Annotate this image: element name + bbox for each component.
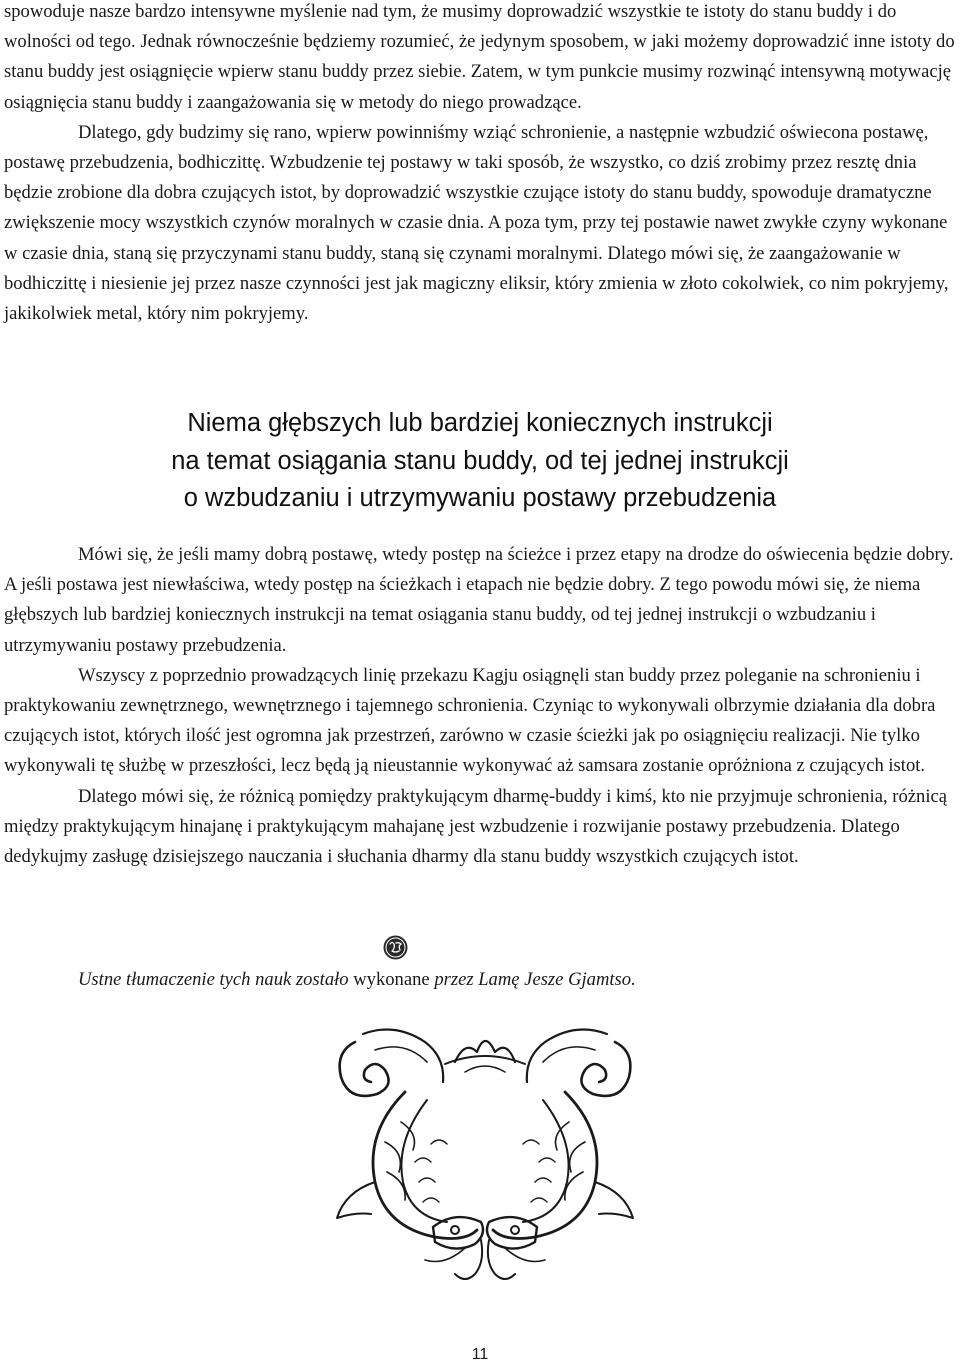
heading-line: o wzbudzaniu i utrzymywaniu postawy przebudzenia <box>183 484 777 512</box>
paragraph: Dlatego, gdy budzimy się rano, wpierw powinniśmy wziąć schronienie, a następnie wzbudzić oświecona postawę, postawę przebudzenia, bodhiczittę. Wzbudzenie tej postawy w taki sposób, że wszystko, co dziś zrobimy przez resztę dnia będzie zrobione dla dobra czujących istot, by doprowadzić wszystkie czujące istoty do stanu buddy, spowoduje dramatyczne zwiększenie mocy wszystkich czynów moralnych w czasie dnia. A poza tym, przy tej postawie nawet zwykłe czyny wykonane w czasie dnia, staną się przyczynami stanu buddy, staną się czynami moralnymi. Dlatego mówi się, że zaangażowanie w bodhiczittę i niesienie jej przez nasze czynności jest jak magiczny eliksir, który zmienia w złoto cokolwiek, co nim pokryjemy, jakikolwiek metal, który nim pokryjemy. <box>4 121 949 325</box>
body-text-bottom <box>4 540 956 872</box>
paragraph: Dlatego mówi się, że różnicą pomiędzy praktykującym dharmę-buddy i kimś, kto nie przyjmuje schronienia, różnicą między praktykującym hinajanę i praktykującym mahajanę jest wzbudzenie i rozwijanie postawy przebudzenia. Dlatego dedykujmy zasługę dzisiejszego nauczania i słuchania dharmy dla stanu buddy wszystkich czujących istot. <box>4 785 947 868</box>
golden-fish-ornament-icon <box>315 1022 655 1292</box>
heading-line: Niema głębszych lub bardziej koniecznych instrukcji <box>187 409 773 437</box>
section-heading <box>0 405 960 518</box>
credit-italic-part: przez Lamę Jesze Gjamtso. <box>434 969 636 990</box>
credit-plain-part: wykonane <box>348 969 435 990</box>
page-number: 11 <box>471 1346 489 1363</box>
paragraph: Mówi się, że jeśli mamy dobrą postawę, wtedy postęp na ścieżce i przez etapy na drodze do oświecenia będzie dobry. A jeśli postawa jest niewłaściwa, wtedy postęp na ścieżkach i etapach nie będzie dobry. Z tego powodu mówi się, że niema głębszych lub bardziej koniecznych instrukcji na temat osiągania stanu buddy, od tej jednej instrukcji o wzbudzaniu i utrzymywaniu postawy przebudzenia. <box>4 544 954 656</box>
paragraph: spowoduje nasze bardzo intensywne myślenie nad tym, że musimy doprowadzić wszystkie te istoty do stanu buddy i do wolności od tego. Jednak równocześnie będziemy rozumieć, że jedynym sposobem, w jaki możemy doprowadzić inne istoty do stanu buddy jest osiągnięcie wpierw stanu buddy przez siebie. Zatem, w tym punkcie musimy rozwinąć intensywną motywację osiągnięcia stanu buddy i zaangażowania się w metody do niego prowadzące. <box>4 1 955 113</box>
translation-credit <box>78 965 636 995</box>
dharma-seal-icon <box>383 935 408 960</box>
body-text-top <box>4 0 956 329</box>
credit-italic-part: Ustne tłumaczenie tych nauk zostało <box>78 969 349 990</box>
paragraph: Wszyscy z poprzednio prowadzących linię przekazu Kagju osiągnęli stan buddy przez poleganie na schronieniu i praktykowaniu zewnętrznego, wewnętrznego i tajemnego schronienia. Czyniąc to wykonywali olbrzymie działania dla dobra czujących istot, których ilość jest ogromna jak przestrzeń, zarówno w czasie ścieżki jak po osiągnięciu realizacji. Nie tylko wykonywali tę służbę w przeszłości, lecz będą ją nieustannie wykonywać aż samsara zostanie opróżniona z czujących istot. <box>4 664 936 777</box>
heading-line: na temat osiągania stanu buddy, od tej jednej instrukcji <box>171 446 789 475</box>
